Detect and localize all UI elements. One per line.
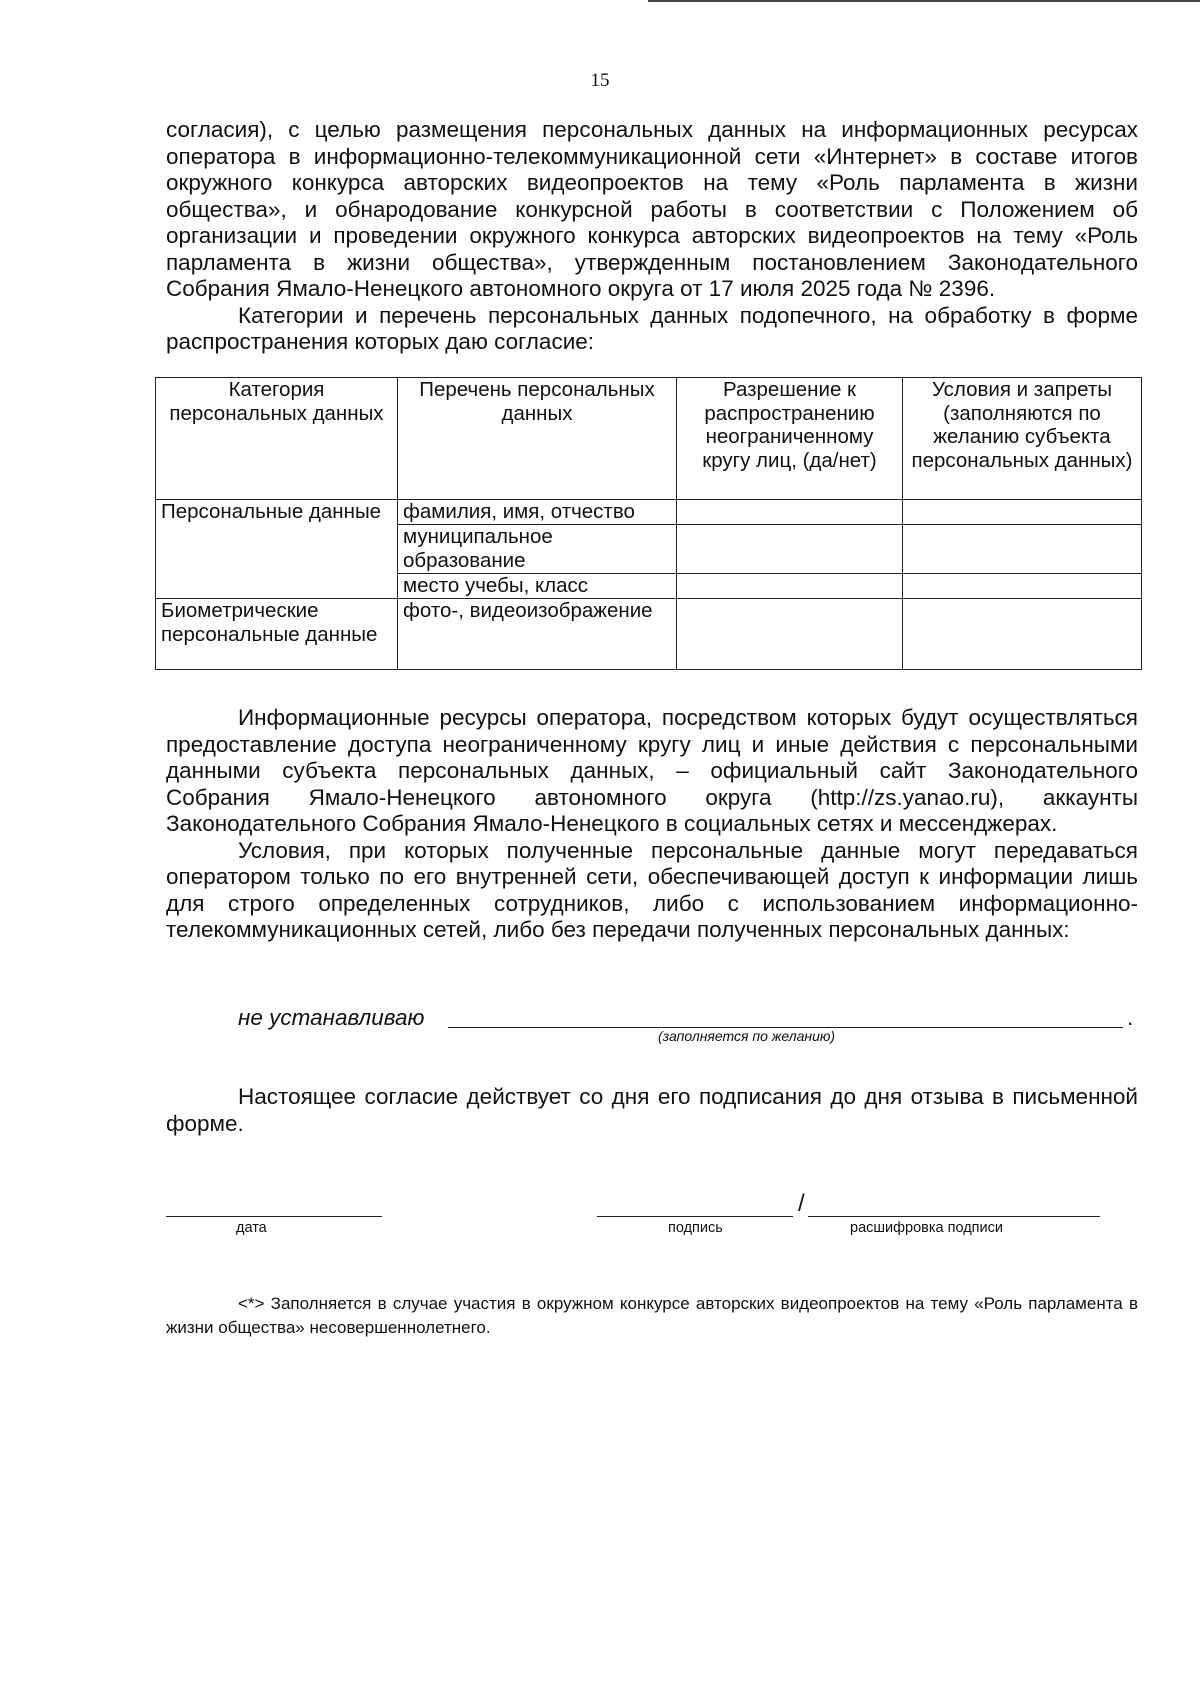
validity-section (166, 1084, 1138, 1137)
conditions-paragraph: Условия, при которых полученные персональные данные могут передаваться оператором только по его внутренней сети, обеспечивающей доступ к информации лишь для строго определенных сотрудников, либо с использованием информационно-телекоммуникационных сетей, либо без передачи полученных персональных данных: (166, 837, 1138, 942)
resources-section (166, 705, 1138, 944)
fill-dot: . (1127, 1005, 1134, 1030)
fill-text: не устанавливаю (238, 1005, 425, 1030)
category-biometric-cell: Биометрические персональные данные (156, 599, 398, 670)
header-data-list: Перечень персональных данных (398, 378, 677, 500)
decoding-label: расшифровка подписи (850, 1220, 1003, 1236)
permission-cell-fio[interactable] (677, 500, 903, 525)
decoding-line[interactable] (808, 1216, 1100, 1217)
permission-cell-photo[interactable] (677, 599, 903, 670)
item-photo-cell: фото-, видеоизображение (398, 599, 677, 670)
item-school-cell: место учебы, класс (398, 574, 677, 599)
category-personal-cell: Персональные данные (156, 500, 398, 599)
conditions-cell-municipality[interactable] (903, 525, 1142, 574)
resources-paragraph: Информационные ресурсы оператора, посредством которых будут осуществляться предоставление доступа неограниченному кругу лиц и иные действия с персональными данными субъекта персональных данных, – официальный сайт Законодательного Собрания Ямало-Ненецкого автономного округа (http://zs.yanao.ru), аккаунты Законодательного Собрания Ямало-Ненецкого в социальных сетях и мессенджерах. (166, 705, 1138, 836)
date-label: дата (236, 1220, 267, 1236)
footnote (166, 1292, 1138, 1340)
item-municipality-cell: муниципальное образование (398, 525, 677, 574)
signature-line[interactable] (597, 1216, 793, 1217)
categories-lead-paragraph: Категории и перечень персональных данных подопечного, на обработку в форме распространения которых даю согласие: (166, 302, 1138, 354)
signature-label: подпись (668, 1220, 723, 1236)
signature-slash: / (798, 1190, 805, 1217)
conditions-cell-school[interactable] (903, 574, 1142, 599)
table-row (156, 500, 1142, 525)
conditions-cell-photo[interactable] (903, 599, 1142, 670)
fill-hint: (заполняется по желанию) (658, 1028, 836, 1044)
top-border-rule (648, 0, 1200, 2)
page-number: 15 (590, 70, 610, 91)
table-header-row (156, 378, 1142, 500)
header-category: Категория персональных данных (156, 378, 398, 500)
intro-section (166, 117, 1138, 356)
permission-cell-school[interactable] (677, 574, 903, 599)
item-fio-cell: фамилия, имя, отчество (398, 500, 677, 525)
date-line[interactable] (166, 1216, 382, 1217)
header-permission: Разрешение к распространению неограниченному кругу лиц, (да/нет) (677, 378, 903, 500)
permission-cell-municipality[interactable] (677, 525, 903, 574)
conditions-cell-fio[interactable] (903, 500, 1142, 525)
validity-paragraph: Настоящее согласие действует со дня его подписания до дня отзыва в письменной форме. (166, 1084, 1138, 1136)
table-row (156, 599, 1142, 670)
header-conditions: Условия и запреты (заполняются по желанию субъекта персональных данных) (903, 378, 1142, 500)
footnote-text: <*> Заполняется в случае участия в окружном конкурсе авторских видеопроектов на тему «Роль парламента в жизни общества» несовершеннолетнего. (166, 1294, 1138, 1337)
personal-data-table (155, 377, 1142, 670)
intro-paragraph: согласия), с целью размещения персональных данных на информационных ресурсах оператора в информационно-телекоммуникационной сети «Интернет» в составе итогов окружного конкурса авторских видеопроектов на тему «Роль парламента в жизни общества», и обнародование конкурсной работы в соответствии с Положением об организации и проведении окружного конкурса авторских видеопроектов на тему «Роль парламента в жизни общества», утвержденным постановлением Законодательного Собрания Ямало-Ненецкого автономного округа от 17 июля 2025 года № 2396. (166, 117, 1138, 301)
